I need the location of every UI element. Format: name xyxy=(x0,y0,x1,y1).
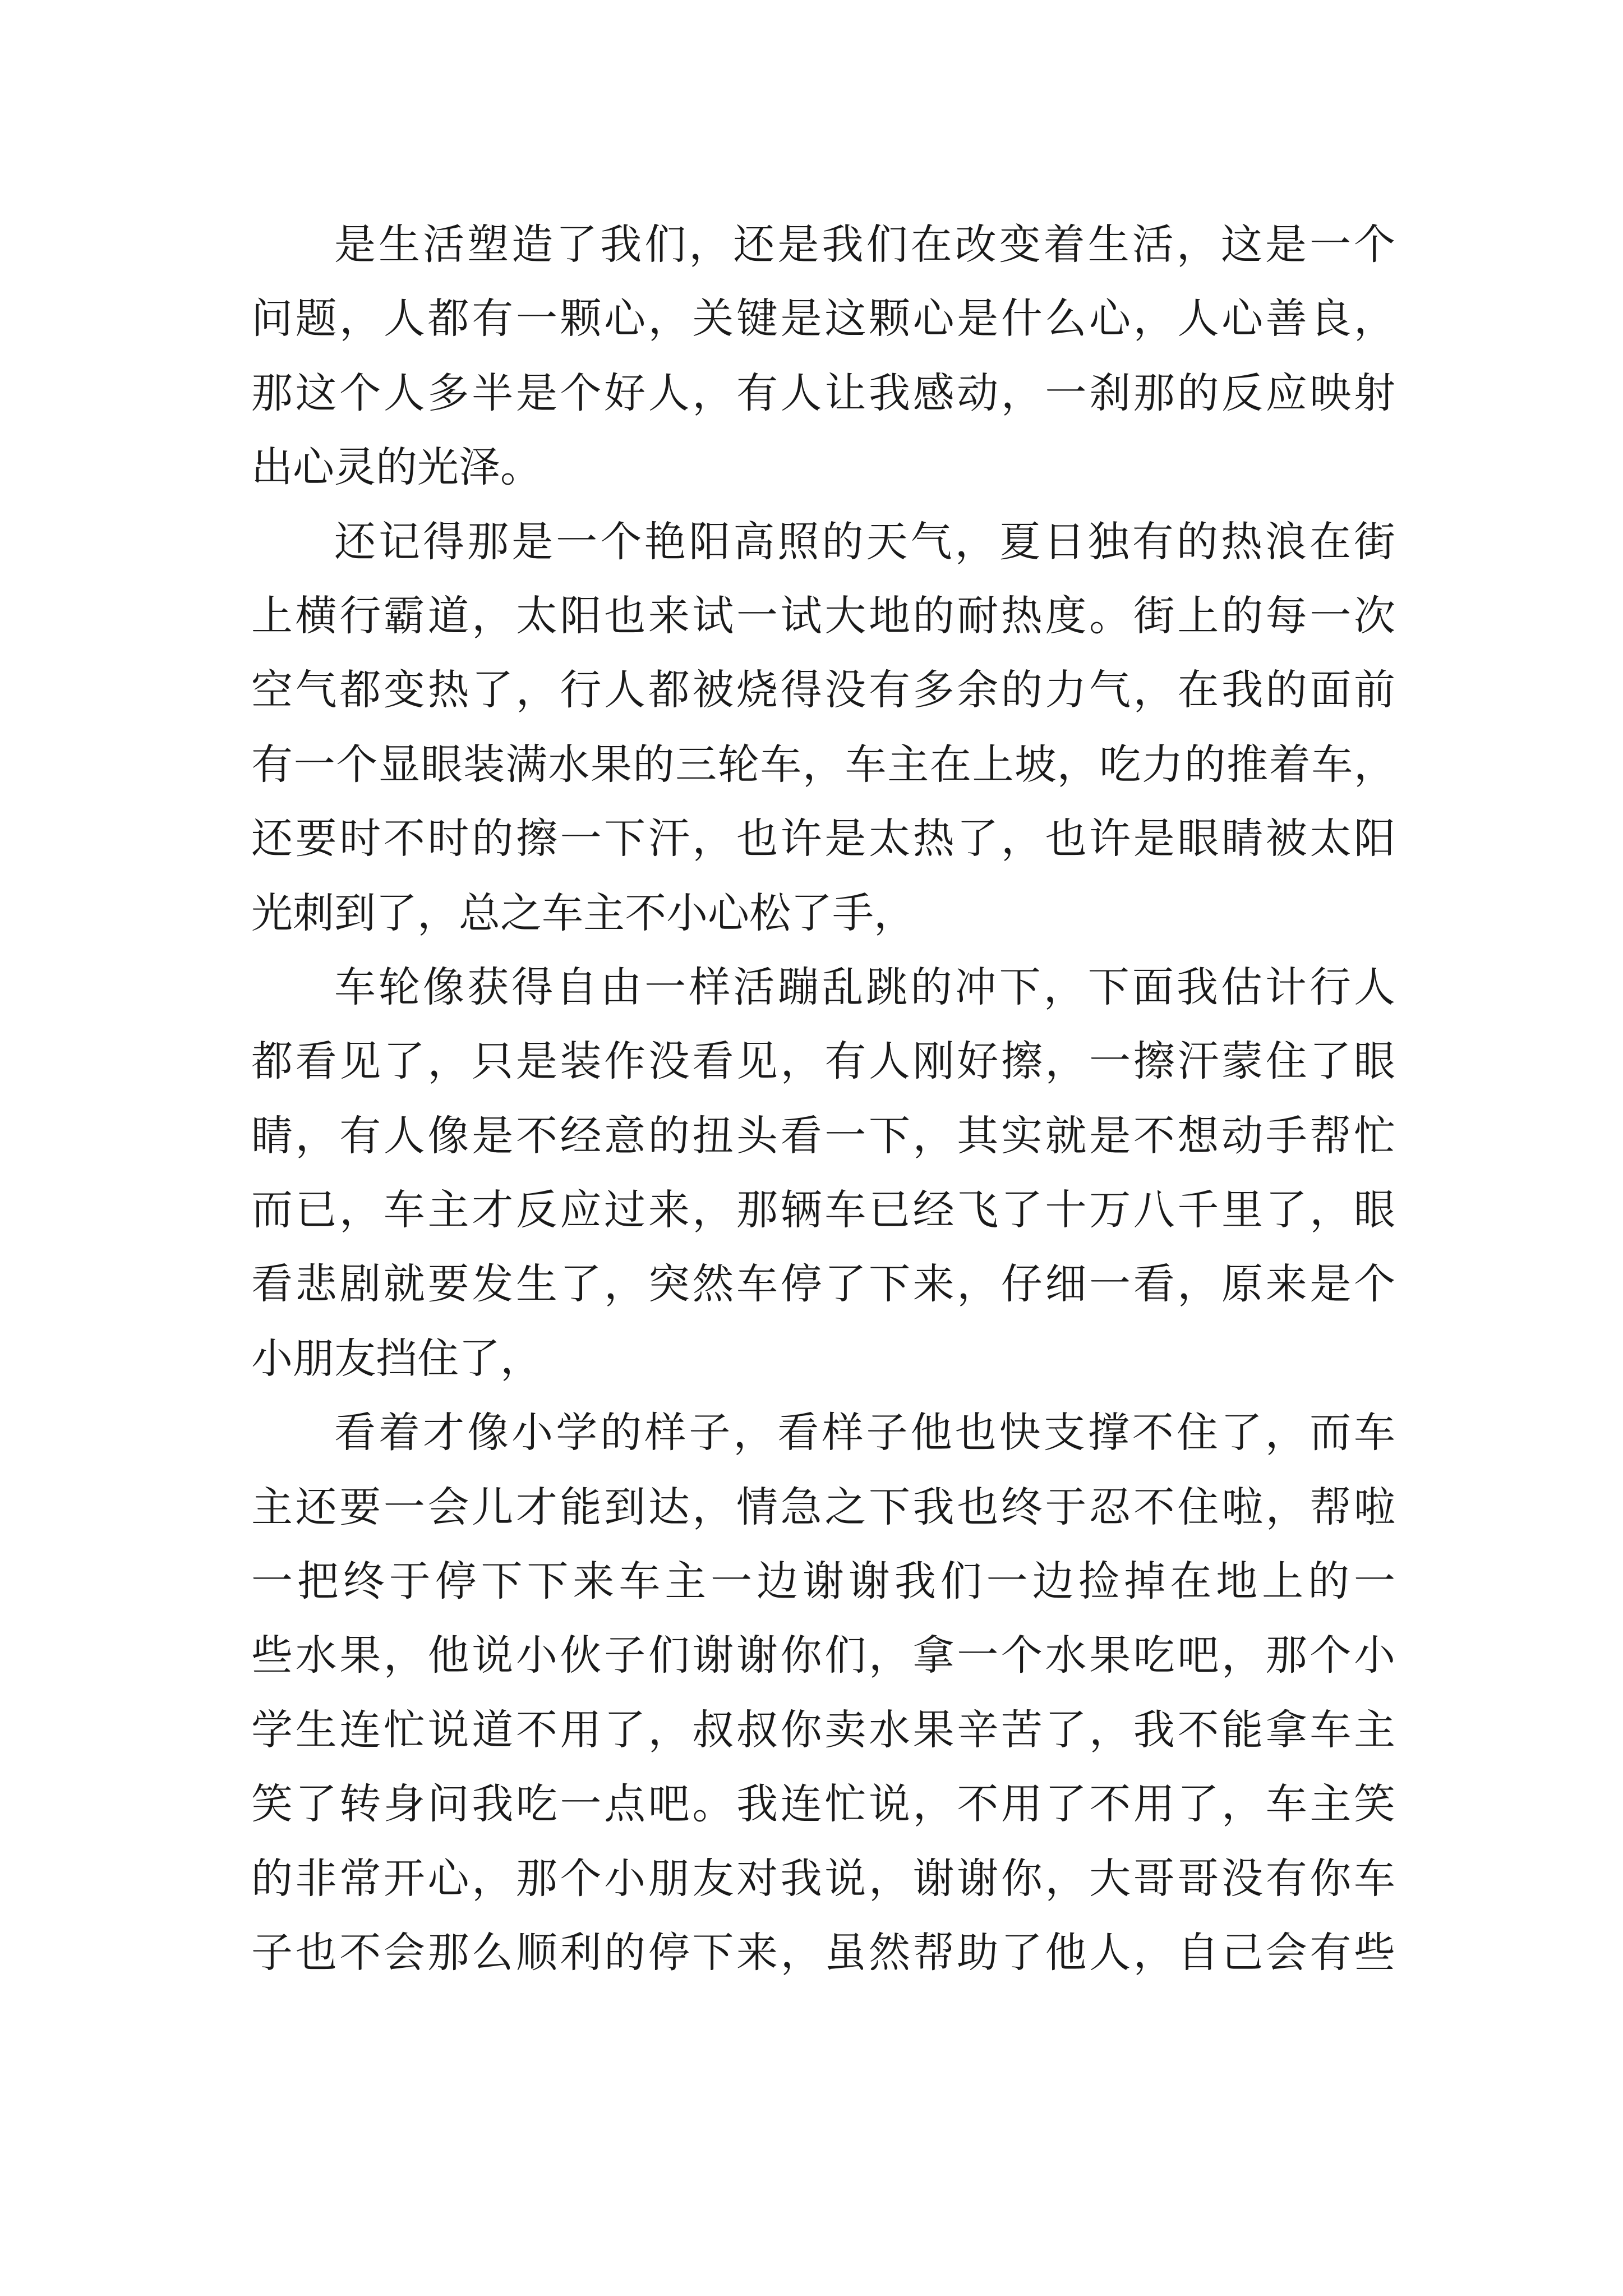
paragraph-4-line-2: 主还要一会儿才能到达，情急之下我也终于忍不住啦，帮啦 xyxy=(251,1483,1395,1531)
paragraph-3-line-5: 看悲剧就要发生了，突然车停了下来，仔细一看，原来是个 xyxy=(251,1260,1395,1309)
paragraph-4-line-3: 一把终于停下下来车主一边谢谢我们一边捡掉在地上的一 xyxy=(251,1557,1395,1606)
paragraph-4-line-4: 些水果，他说小伙子们谢谢你们，拿一个水果吃吧，那个小 xyxy=(251,1631,1395,1680)
paragraph-3-line-1: 车轮像获得自由一样活蹦乱跳的冲下，下面我估计行人 xyxy=(334,963,1395,1011)
paragraph-1-line-4: 出心灵的光泽。 xyxy=(251,443,542,492)
paragraph-4-line-5: 学生连忙说道不用了，叔叔你卖水果辛苦了，我不能拿车主 xyxy=(251,1705,1395,1754)
document-body xyxy=(251,208,1395,1990)
paragraph-4-line-6: 笑了转身问我吃一点吧。我连忙说，不用了不用了，车主笑 xyxy=(251,1780,1395,1829)
paragraph-2-line-1: 还记得那是一个艳阳高照的天气，夏日独有的热浪在街 xyxy=(334,517,1395,566)
paragraph-2-line-4: 有一个显眼装满水果的三轮车，车主在上坡，吃力的推着车， xyxy=(251,740,1395,789)
paragraph-2-line-3: 空气都变热了，行人都被烧得没有多余的力气，在我的面前 xyxy=(251,666,1395,715)
paragraph-3-line-3: 睛，有人像是不经意的扭头看一下，其实就是不想动手帮忙 xyxy=(251,1111,1395,1160)
paragraph-4-line-1: 看着才像小学的样子，看样子他也快支撑不住了，而车 xyxy=(334,1409,1395,1457)
paragraph-2-line-2: 上横行霸道，太阳也来试一试大地的耐热度。街上的每一次 xyxy=(251,591,1395,640)
paragraph-3-line-4: 而已，车主才反应过来，那辆车已经飞了十万八千里了，眼 xyxy=(251,1186,1395,1235)
paragraph-1-line-1: 是生活塑造了我们，还是我们在改变着生活，这是一个 xyxy=(334,220,1395,269)
paragraph-3-line-2: 都看见了，只是装作没看见，有人刚好擦，一擦汗蒙住了眼 xyxy=(251,1037,1395,1086)
paragraph-2-line-6: 光刺到了，总之车主不小心松了手， xyxy=(251,889,915,937)
paragraph-1-line-3: 那这个人多半是个好人，有人让我感动，一刹那的反应映射 xyxy=(251,369,1395,417)
paragraph-4-line-8: 子也不会那么顺利的停下来，虽然帮助了他人，自己会有些 xyxy=(251,1928,1395,1977)
paragraph-2-line-5: 还要时不时的擦一下汗，也许是太热了，也许是眼睛被太阳 xyxy=(251,815,1395,863)
paragraph-1-line-2: 问题，人都有一颗心，关键是这颗心是什么心，人心善良， xyxy=(251,295,1395,343)
paragraph-4-line-7: 的非常开心，那个小朋友对我说，谢谢你，大哥哥没有你车 xyxy=(251,1854,1395,1903)
paragraph-3-line-6: 小朋友挡住了， xyxy=(251,1334,542,1383)
